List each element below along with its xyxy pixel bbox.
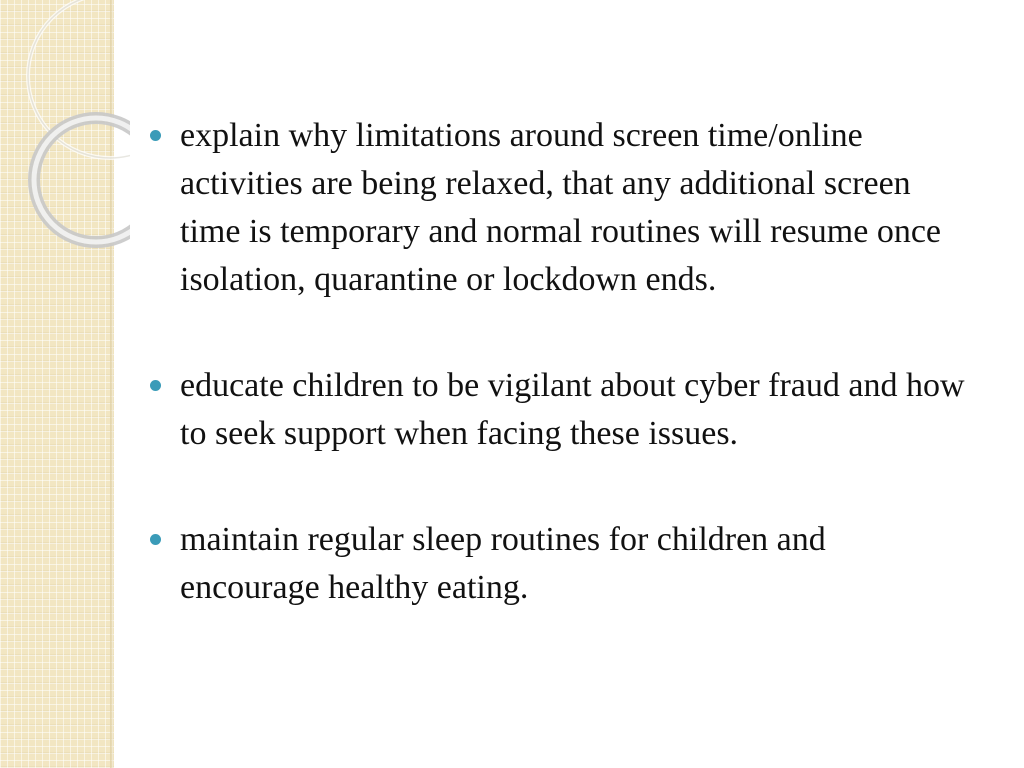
bullet-text: maintain regular sleep routines for children and encourage healthy eating. — [180, 521, 826, 606]
bullet-dot-icon — [150, 380, 161, 391]
bullet-list — [146, 112, 966, 612]
bullet-item-cyber-fraud — [146, 362, 966, 458]
decorative-ring-small-highlight — [34, 118, 130, 242]
decorative-ring-large — [28, 0, 130, 158]
bullet-item-screen-time — [146, 112, 966, 304]
bullet-item-sleep-routines — [146, 516, 966, 612]
bullet-text: educate children to be vigilant about cyber fraud and how to seek support when facing these issues. — [180, 367, 965, 452]
decorative-ring-large-shade — [28, 0, 130, 158]
bullet-dot-icon — [150, 130, 161, 141]
bullet-text: explain why limitations around screen time/online activities are being relaxed, that any additional screen time is temporary and normal routines will resume once isolation, quarantine or lockdown ends. — [180, 117, 942, 298]
bullet-dot-icon — [150, 534, 161, 545]
decorative-rings — [0, 0, 130, 260]
